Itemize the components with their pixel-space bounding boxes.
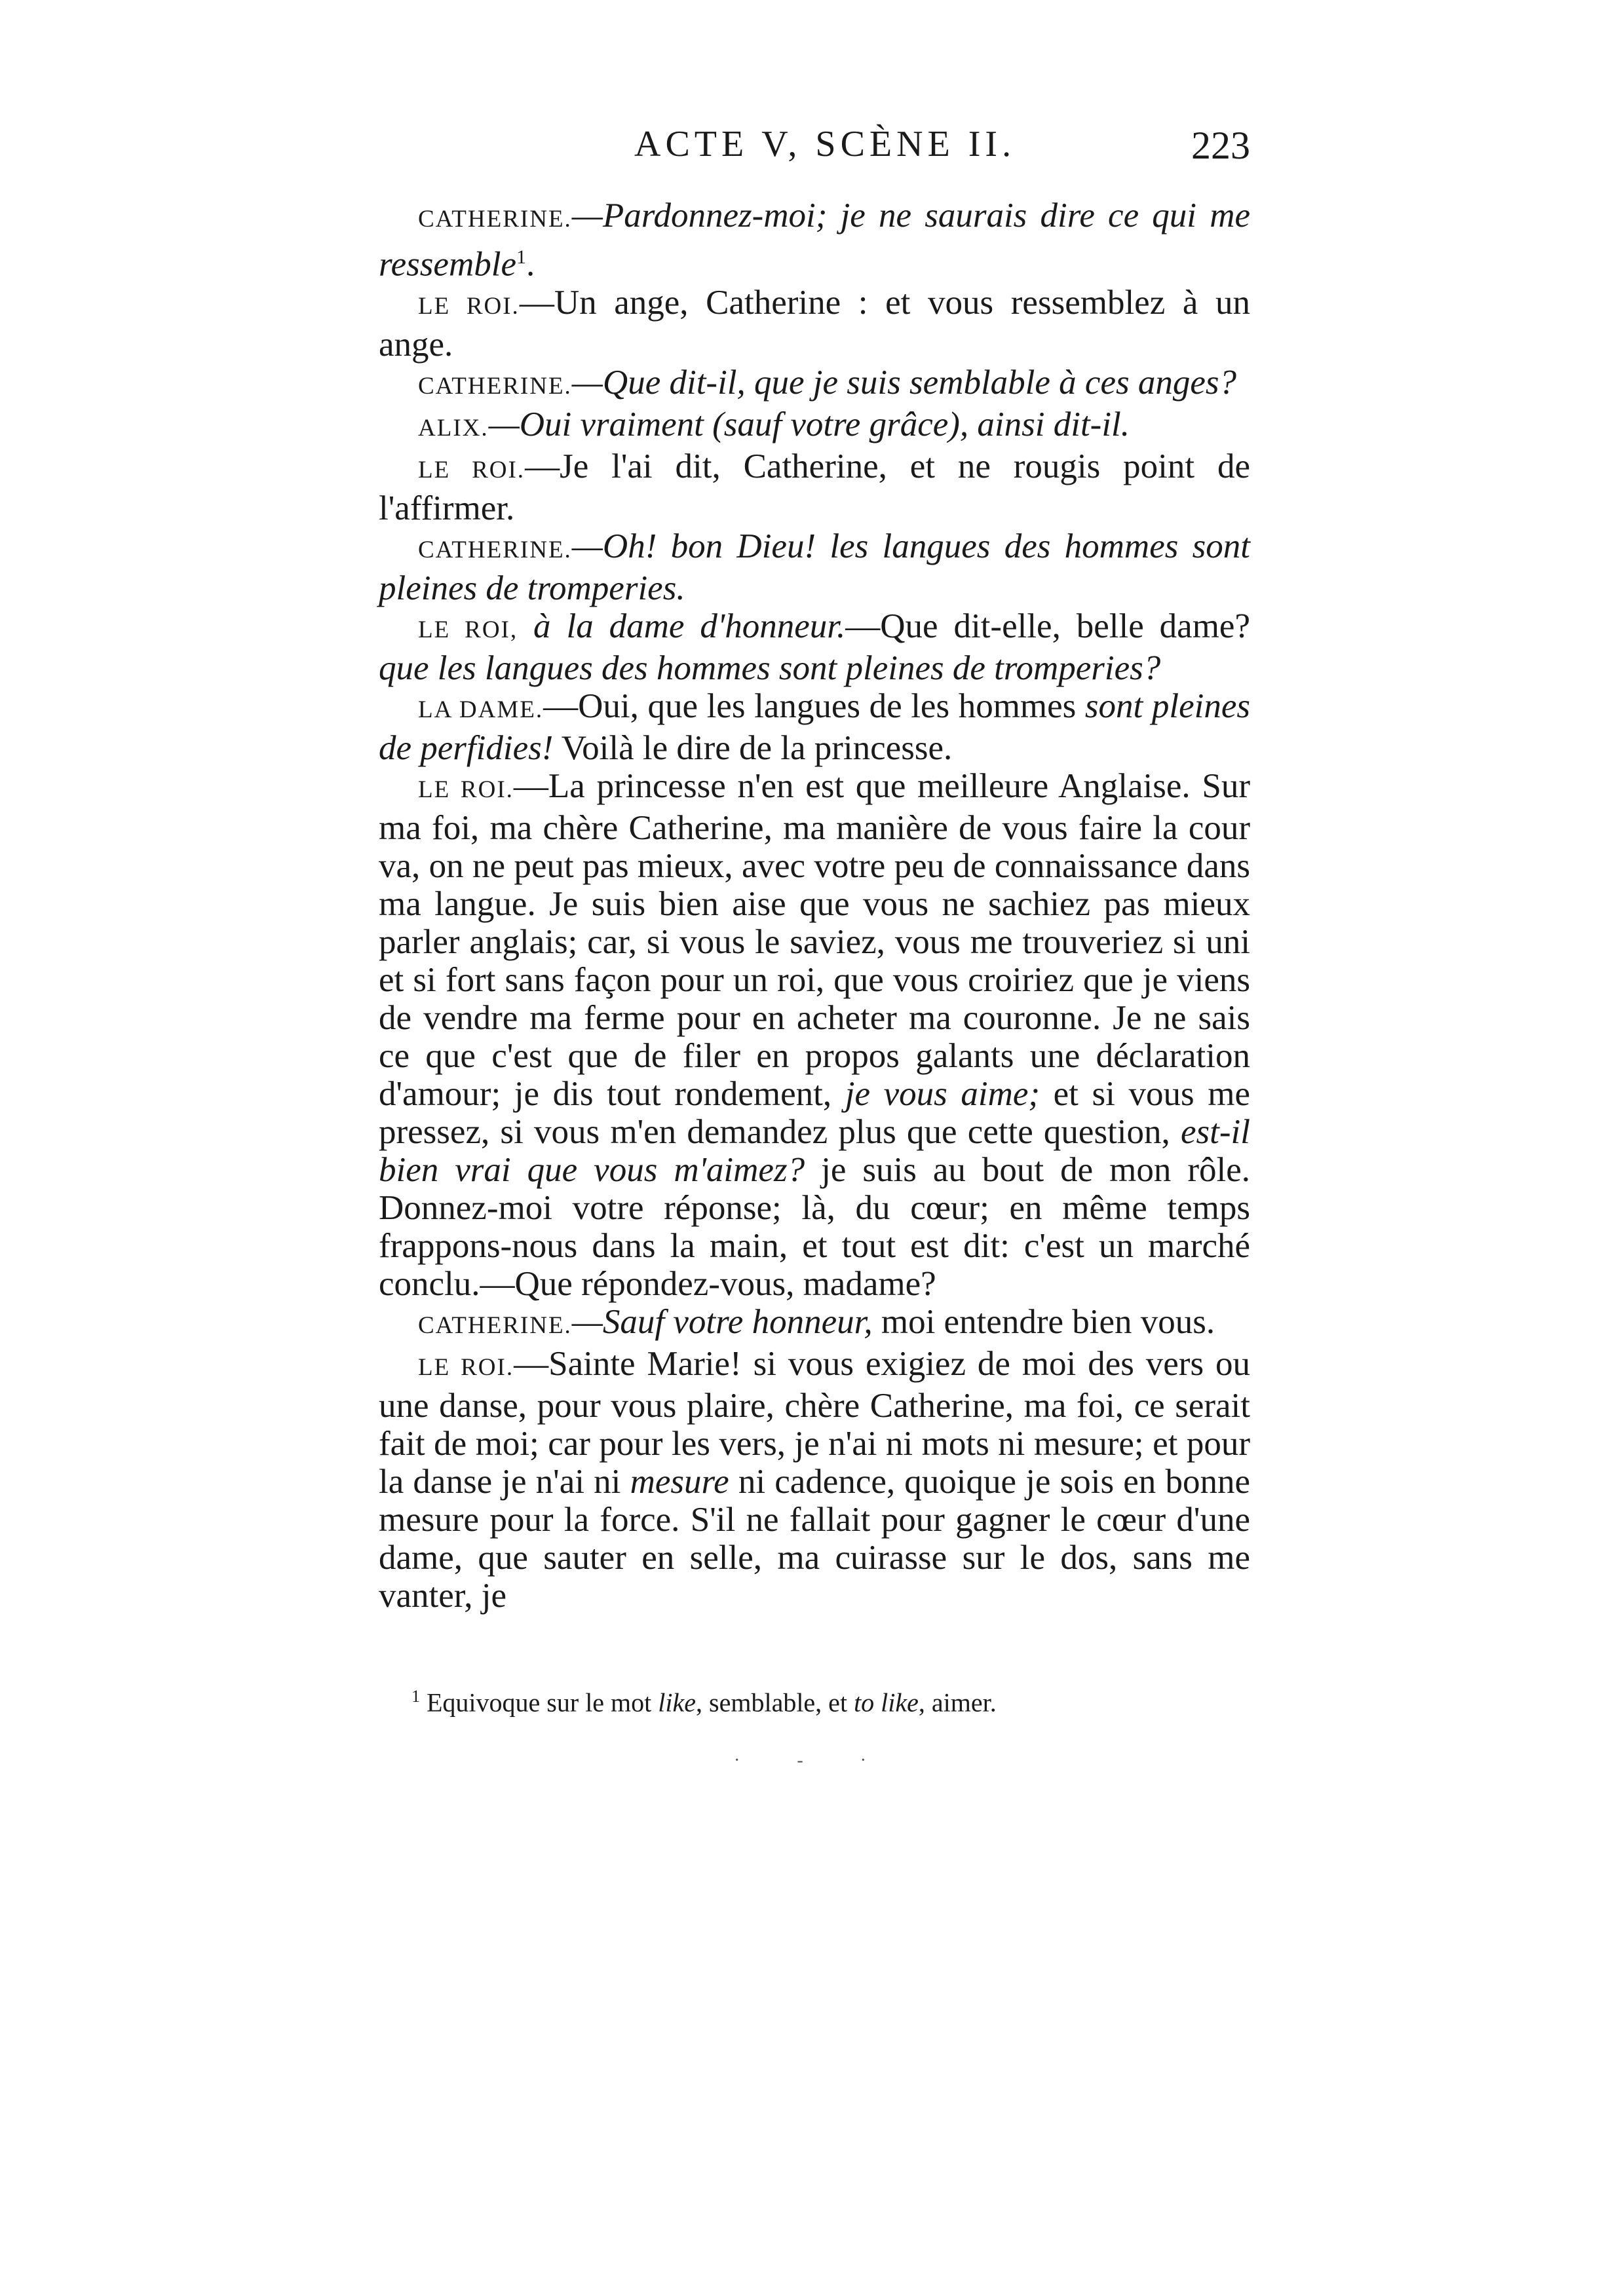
print-specks: · ‐ · — [734, 1750, 892, 1771]
speech-dame — [379, 687, 1250, 767]
footnote — [411, 1681, 1250, 1718]
speech-alix — [379, 405, 1250, 447]
speaker-name: CATHERINE. — [418, 536, 572, 563]
speaker-name: LE ROI. — [418, 456, 525, 483]
speech-text: —Je l'ai dit, Catherine, et ne rougis point de l'affirmer. — [379, 447, 1250, 527]
speech-text: je vous aime; — [845, 1074, 1041, 1113]
speech-text: mesure — [630, 1462, 729, 1501]
speaker-name: CATHERINE. — [418, 1311, 572, 1339]
speaker-name: LE ROI. — [418, 1353, 514, 1381]
running-title: ACTE V, SCÈNE II. — [634, 124, 1016, 164]
footnote-text: , aimer. — [918, 1687, 997, 1718]
speech-text: Voilà le dire de la princesse. — [553, 728, 953, 767]
speech-text: moi entendre bien vous. — [872, 1302, 1215, 1341]
speech-text: —Sainte Marie! si vous exigiez de moi des vers ou une danse, pour vous plaire, chère Catherine, ma foi, ce serait fait de moi; car pour les vers, je n'ai ni mots ni mesure; et pour la danse je n'ai ni — [379, 1344, 1250, 1501]
stage-direction: à la dame d'honneur. — [518, 607, 846, 645]
speech-text: —Oui, que les langues de les hommes — [543, 687, 1085, 725]
footnote-text: like — [658, 1687, 697, 1718]
speaker-name: CATHERINE. — [418, 206, 572, 233]
speech-text: je suis au bout de mon rôle. Donnez-moi votre réponse; là, du cœur; en même temps frappons-nous dans la main, et tout est dit: c'est un marché conclu.—Que répondez-vous, madame? — [379, 1150, 1251, 1303]
page-number: 223 — [1191, 124, 1250, 167]
speech-roi-4 — [379, 767, 1250, 1303]
speech-text: et si vous me pressez, si vous m'en demandez plus que cette question, — [379, 1074, 1250, 1151]
speech-text: —Un ange, Catherine : et vous ressemblez à un ange. — [379, 283, 1250, 364]
speech-roi-2 — [379, 447, 1250, 527]
speech-catherine-2 — [379, 364, 1250, 405]
speaker-name: CATHERINE. — [418, 372, 572, 400]
speech-text: —La princesse n'en est que meilleure Anglaise. Sur ma foi, ma chère Catherine, ma manière de vous faire la cour va, on ne peut pas mieux, avec votre peu de connaissance dans ma langue. Je suis bien aise que vous ne sachiez pas mieux parler anglais; car, si vous le saviez, vous me trouveriez si uni et si fort sans façon pour un roi, que vous croiriez que je viens de vendre ma ferme pour en acheter ma couronne. Je ne sais ce que c'est que de filer en propos galants une déclaration d'amour; je dis tout rondement, — [379, 766, 1250, 1113]
speaker-name: ALIX. — [418, 414, 489, 442]
speaker-name: LE ROI. — [418, 292, 520, 320]
footnote-reference: 1 — [516, 246, 526, 268]
speech-text: —Pardonnez-moi; je ne saurais dire ce qui — [571, 197, 1197, 235]
speaker-name: LE ROI, — [418, 616, 518, 643]
speech-catherine-4 — [379, 1303, 1250, 1345]
speech-catherine-1: CATHERINE.—Pardonnez-moi; je ne saurais dire ce qui me ressemble$^1$. — [379, 197, 1251, 284]
speech-catherine-3 — [379, 527, 1250, 607]
speech-roi-3 — [379, 607, 1250, 687]
speaker-name: LE ROI. — [418, 776, 514, 803]
speech-text: —Oh! bon Dieu! les langues des hommes sont pleines de tromperies. — [379, 527, 1250, 607]
speech-roi-5 — [379, 1345, 1250, 1615]
speech-text: —Oui vraiment (sauf votre grâce), ainsi dit-il. — [488, 405, 1130, 443]
footnote-text: Equivoque sur le mot — [420, 1687, 659, 1718]
speech-text: sont pleines de perfidies! — [379, 687, 1250, 767]
speaker-name: LA DAME. — [418, 696, 544, 723]
speech-roi-1 — [379, 284, 1250, 364]
speech-text: me ressemble — [379, 197, 1251, 284]
page-body — [379, 197, 1250, 1615]
page-header — [379, 123, 1250, 182]
footnote-text: , semblable, et — [696, 1687, 854, 1718]
speech-text: est-il bien vrai que vous m'aimez? — [379, 1112, 1250, 1189]
footnote-marker: 1 — [411, 1687, 420, 1706]
footnote-text: to like — [854, 1687, 919, 1718]
speech-text: ni cadence, quoique je sois en bonne mesure pour la force. S'il ne fallait pour gagner le cœur d'une dame, que sauter en selle, ma cuirasse sur le dos, sans me vanter, je — [379, 1462, 1250, 1615]
speech-text: que les langues des hommes sont pleines de tromperies? — [379, 649, 1161, 687]
speech-text: —Sauf votre honneur, — [571, 1302, 873, 1341]
speech-text: —Que dit-il, que je suis semblable à ces anges? — [571, 363, 1236, 402]
speech-text: —Que dit-elle, belle dame? — [845, 607, 1250, 645]
